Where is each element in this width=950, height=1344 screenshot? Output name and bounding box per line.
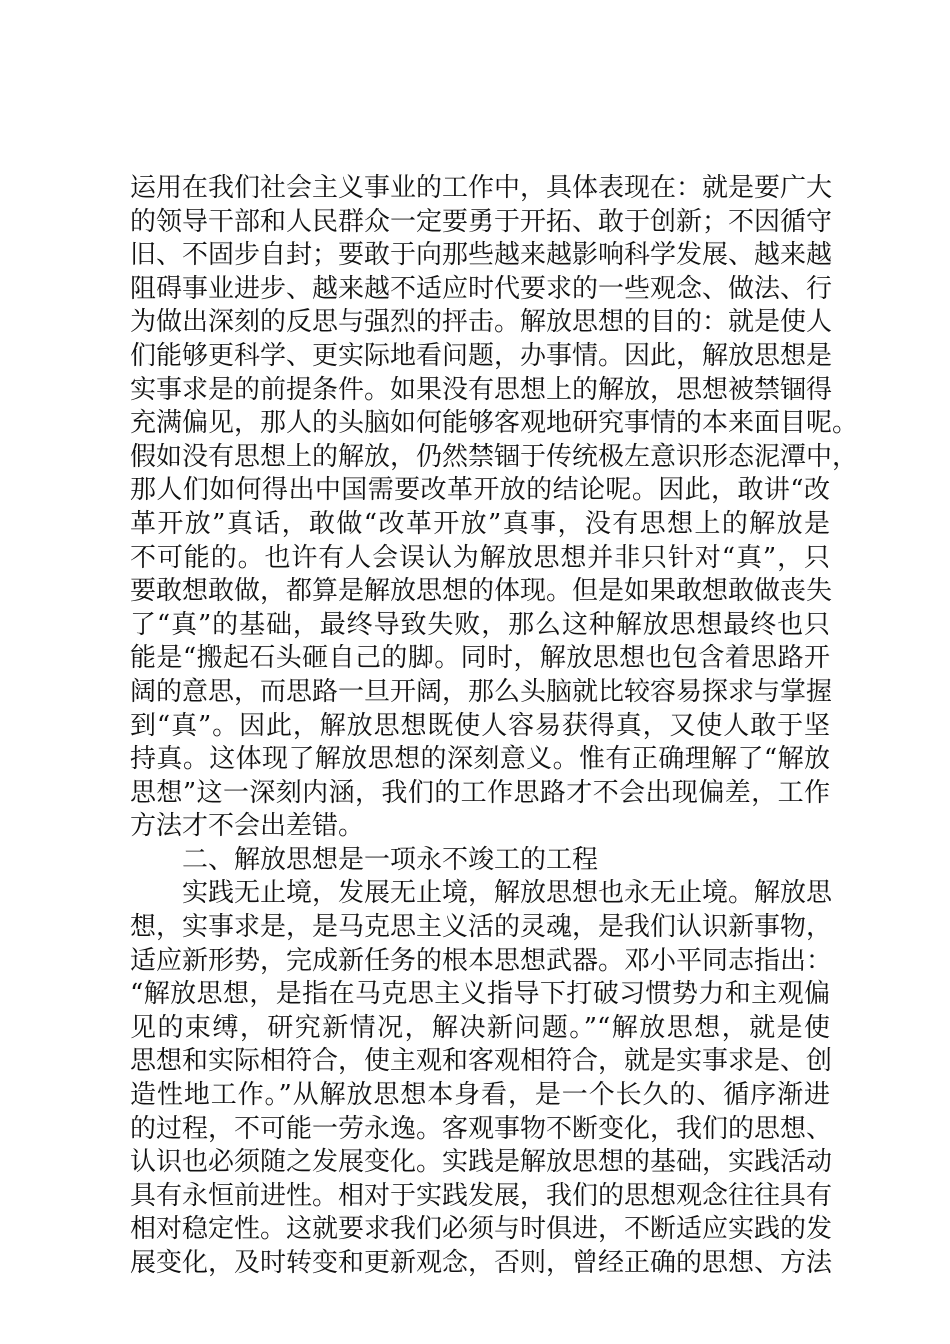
text-line: 认识也必须随之发展变化。实践是解放思想的基础，实践活动 [130, 1147, 833, 1178]
text-line: 实事求是的前提条件。如果没有思想上的解放，思想被禁锢得 [130, 374, 833, 405]
text-line: 那人们如何得出中国需要改革开放的结论呢。因此，敢讲“改 [130, 475, 830, 506]
text-line: 持真。这体现了解放思想的深刻意义。惟有正确理解了“解放 [130, 744, 830, 775]
paragraph-1 [130, 172, 859, 844]
text-line: 阻碍事业进步、越来越不适应时代要求的一些观念、做法、行 [130, 273, 833, 304]
text-line: 相对稳定性。这就要求我们必须与时俱进，不断适应实践的发 [130, 1214, 833, 1245]
text-line: 展变化，及时转变和更新观念，否则，曾经正确的思想、方法 [130, 1248, 833, 1278]
text-line: “解放思想，是指在马克思主义指导下打破习惯势力和主观偏 [130, 979, 830, 1010]
text-line: 不可能的。也许有人会误认为解放思想并非只针对“真”，只 [130, 542, 830, 573]
text-line: 想，实事求是，是马克思主义活的灵魂，是我们认识新事物， [130, 912, 833, 943]
section-heading: 二、解放思想是一项永不竣工的工程 [182, 844, 599, 875]
text-line: 们能够更科学、更实际地看问题，办事情。因此，解放思想是 [130, 340, 833, 371]
text-line: 到“真”。因此，解放思想既使人容易获得真，又使人敢于坚 [130, 710, 830, 741]
text-line: 运用在我们社会主义事业的工作中，具体表现在：就是要广大 [130, 173, 833, 203]
text-line: 适应新形势，完成新任务的根本思想武器。邓小平同志指出： [130, 945, 833, 976]
text-line: 充满偏见，那人的头脑如何能够客观地研究事情的本来面目呢。 [130, 408, 859, 439]
text-line: 阔的意思，而思路一旦开阔，那么头脑就比较容易探求与掌握 [130, 676, 833, 707]
text-line: 假如没有思想上的解放，仍然禁锢于传统极左意识形态泥潭中， [130, 441, 859, 472]
text-line: 具有永恒前进性。相对于实践发展，我们的思想观念往往具有 [130, 1180, 833, 1211]
text-line: 思想和实际相符合，使主观和客观相符合，就是实事求是、创 [130, 1046, 833, 1077]
text-line: 为做出深刻的反思与强烈的抨击。解放思想的目的：就是使人 [130, 307, 833, 338]
text-line: 的过程，不可能一劳永逸。客观事物不断变化，我们的思想、 [130, 1113, 833, 1144]
text-line: 思想”这一深刻内涵，我们的工作思路才不会出现偏差，工作 [130, 777, 830, 808]
document-body [130, 172, 859, 1281]
text-line: 造性地工作。”从解放思想本身看，是一个长久的、循序渐进 [130, 1080, 830, 1111]
text-line: 要敢想敢做，都算是解放思想的体现。但是如果敢想敢做丧失 [130, 576, 833, 607]
text-line: 能是“搬起石头砸自己的脚。同时，解放思想也包含着思路开 [130, 643, 830, 674]
text-line: 革开放”真话，敢做“改革开放”真事，没有思想上的解放是 [130, 508, 830, 539]
text-line: 的领导干部和人民群众一定要勇于开拓、敢于创新；不因循守 [130, 206, 833, 237]
text-line: 实践无止境，发展无止境，解放思想也永无止境。解放思 [182, 878, 833, 909]
text-line: 了“真”的基础，最终导致失败，那么这种解放思想最终也只 [130, 609, 830, 640]
paragraph-2 [130, 877, 833, 1280]
text-line: 方法才不会出差错。 [130, 811, 365, 842]
text-line: 旧、不固步自封；要敢于向那些越来越影响科学发展、越来越 [130, 240, 833, 271]
text-line: 见的束缚，研究新情况，解决新问题。”“解放思想，就是使 [130, 1012, 830, 1043]
